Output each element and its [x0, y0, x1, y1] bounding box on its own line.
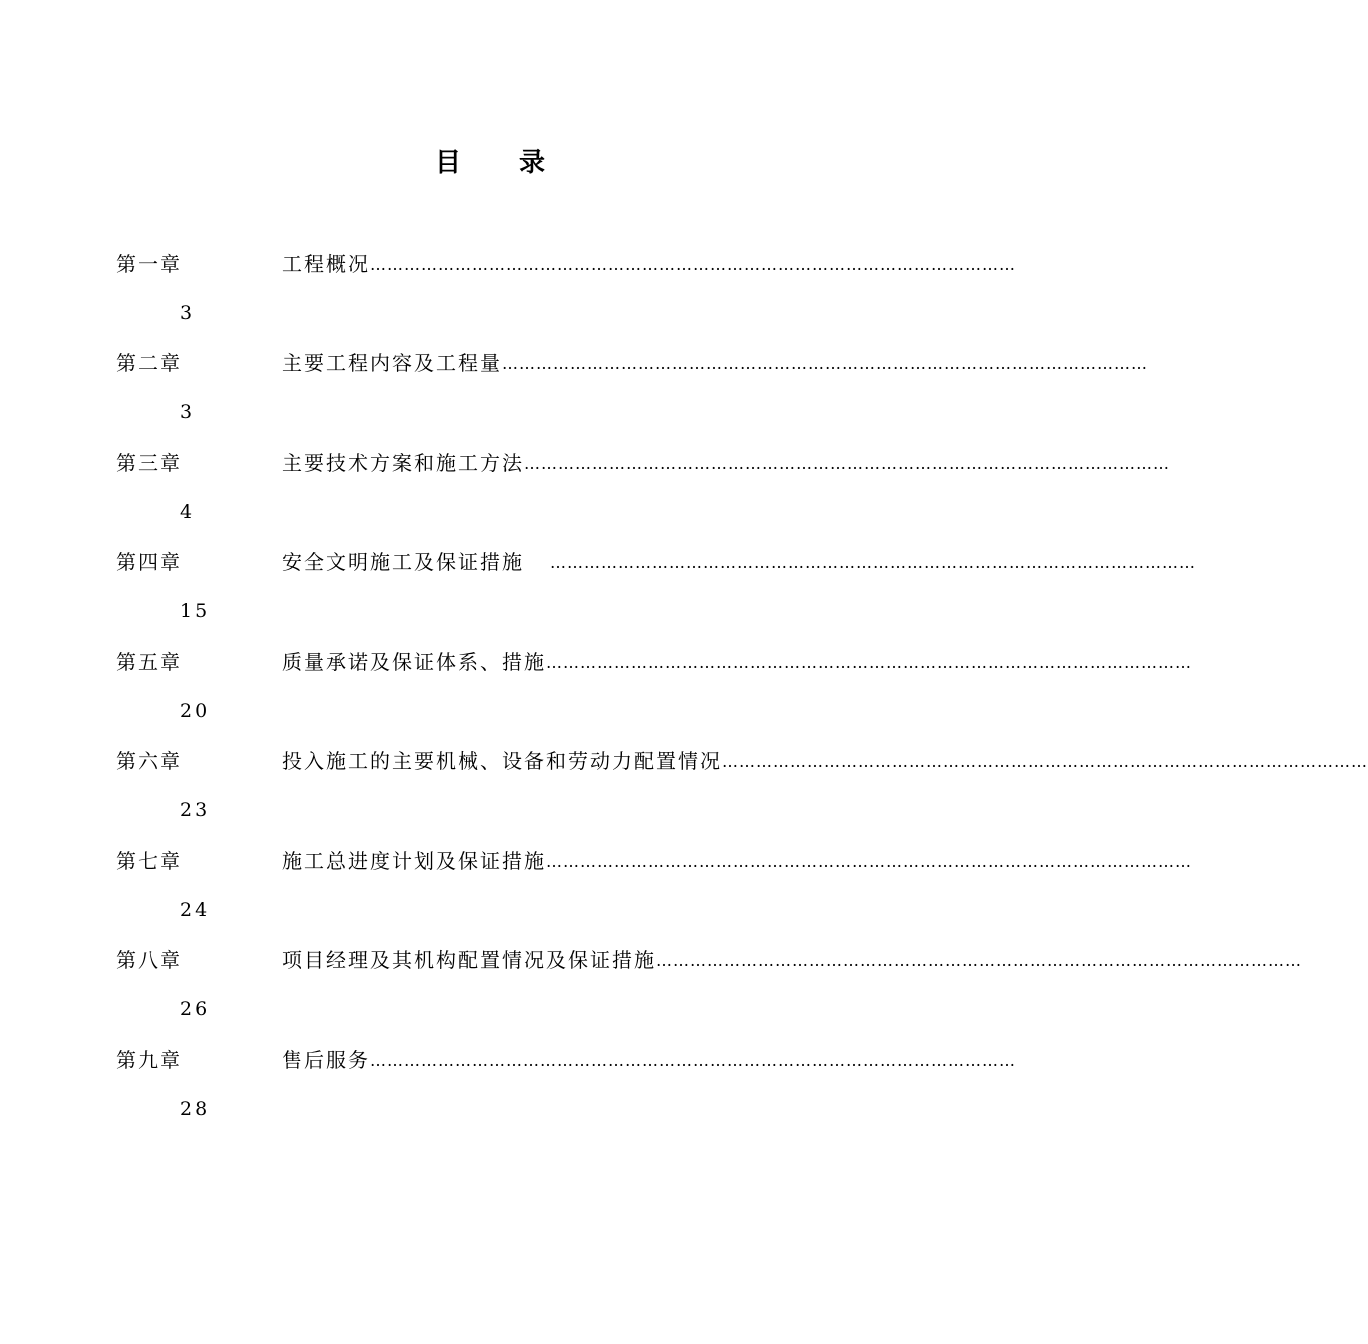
toc-chapter-label: 第五章 [116, 650, 182, 674]
toc-heading: 质量承诺及保证体系、措施 [282, 650, 546, 674]
toc-page-number: 26 [180, 998, 211, 1020]
toc-leader: …………………………………………………………………………………………………… [656, 951, 1302, 970]
toc-heading: 安全文明施工及保证措施 [282, 550, 524, 574]
toc-leader: …………………………………………………………………………………………………… [370, 255, 1016, 274]
toc-leader: …………………………………………………………………………………………………… [524, 454, 1170, 473]
toc-chapter-label: 第四章 [116, 550, 182, 574]
toc-entry[interactable] [0, 250, 1016, 350]
toc-chapter-label: 第二章 [116, 351, 182, 375]
toc-page-number: 3 [180, 401, 196, 423]
toc-entry[interactable] [0, 548, 1196, 648]
toc-chapter-label: 第七章 [116, 849, 182, 873]
title-char-2: 录 [519, 148, 546, 178]
toc-heading: 售后服务 [282, 1048, 370, 1072]
toc-chapter-label: 第六章 [116, 749, 182, 773]
toc-entry[interactable] [0, 349, 1148, 449]
toc-heading: 项目经理及其机构配置情况及保证措施 [282, 948, 656, 972]
toc-page-number: 20 [180, 700, 211, 722]
toc-line [282, 250, 1016, 280]
toc-heading: 投入施工的主要机械、设备和劳动力配置情况 [282, 749, 722, 773]
toc-page-number: 4 [180, 501, 196, 523]
toc-chapter-label: 第九章 [116, 1048, 182, 1072]
toc-page-number: 15 [180, 600, 211, 622]
toc-page-number: 28 [180, 1098, 211, 1120]
toc-line [282, 349, 1148, 379]
toc-leader: …………………………………………………………………………………………………… [502, 354, 1148, 373]
toc-entry[interactable] [0, 847, 1192, 947]
toc-entry[interactable] [0, 1046, 1016, 1146]
toc-page-number: 24 [180, 899, 211, 921]
toc-heading: 主要技术方案和施工方法 [282, 451, 524, 475]
toc-chapter-label: 第八章 [116, 948, 182, 972]
toc-entry[interactable] [0, 449, 1170, 549]
toc-entry[interactable] [0, 747, 1368, 847]
toc-line [282, 946, 1302, 976]
toc-chapter-label: 第一章 [116, 252, 182, 276]
toc-heading: 主要工程内容及工程量 [282, 351, 502, 375]
toc-leader: …………………………………………………………………………………………………… [550, 553, 1196, 572]
toc-entry[interactable] [0, 648, 1192, 748]
toc-leader: …………………………………………………………………………………………………… [546, 852, 1192, 871]
toc-leader: …………………………………………………………………………………………………… [370, 1051, 1016, 1070]
toc-line [282, 747, 1368, 777]
toc-page-number: 23 [180, 799, 211, 821]
toc-page-number: 3 [180, 302, 196, 324]
page-title [0, 142, 980, 179]
toc-leader: …………………………………………………………………………………………………… [546, 653, 1192, 672]
toc-leader: …………………………………………………………………………………………………… [722, 752, 1368, 771]
toc-line [282, 449, 1170, 479]
toc-heading: 工程概况 [282, 252, 370, 276]
toc-line [282, 1046, 1016, 1076]
toc-chapter-label: 第三章 [116, 451, 182, 475]
toc-line [282, 847, 1192, 877]
toc-line [282, 648, 1192, 678]
toc-entry[interactable] [0, 946, 1302, 1046]
toc-line [282, 548, 1196, 578]
toc-heading: 施工总进度计划及保证措施 [282, 849, 546, 873]
title-char-1: 目 [434, 148, 461, 178]
